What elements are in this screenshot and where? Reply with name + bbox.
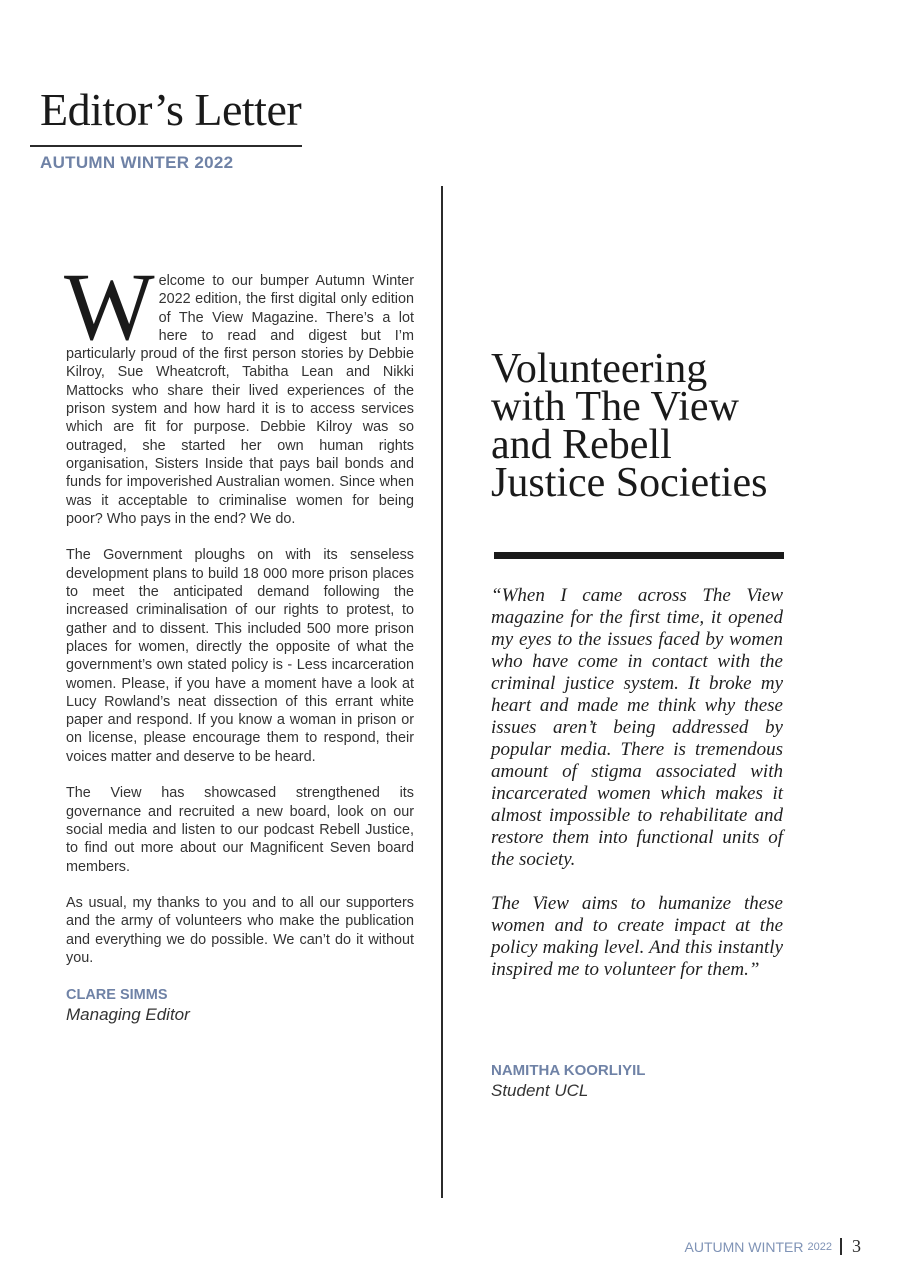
editor-letter: [64, 253, 414, 1026]
issue-label: AUTUMN WINTER 2022: [40, 153, 234, 172]
drop-cap: W: [64, 253, 155, 360]
footer-separator: [840, 1238, 842, 1255]
feature-title: Volunteering with The View and Rebell Justice Societies: [491, 346, 768, 506]
letter-paragraph-2: The Government ploughs on with its senseless development plans to build 18 000 more prison places to meet the anticipated demand following the increased criminalisation of our rights to protest, to gather and to dissent. This included 500 more prison places for women, directly the opposite of what the government’s own stated policy is - Less incarceration women. Please, if you have a moment have a look at Lucy Rowland’s neat dissection of this errant white paper and respond. If you know a woman in prison or on license, please encourage them to respond, their voices matter and deserve to be heard.: [66, 547, 414, 765]
signature-name: CLARE SIMMS: [66, 986, 168, 1003]
quote-paragraph-2: The View aims to humanize these women and to create impact at the policy making level. And this instantly inspired me to volunteer for them.”: [491, 893, 783, 980]
feature-title-rule: [494, 552, 784, 559]
title-underline: [30, 145, 302, 147]
letter-paragraph-3: The View has showcased strengthened its governance and recruited a new board, look on our social media and listen to our podcast Rebell Justice, to find out more about our Magnificent Seven board members.: [66, 785, 414, 875]
footer-issue: AUTUMN WINTER: [684, 1238, 804, 1255]
footer-year: 2022: [807, 1240, 832, 1253]
quote-author-role: Student UCL: [491, 1081, 589, 1100]
letter-paragraph-1: [64, 253, 414, 528]
volunteer-quote: [491, 585, 783, 1003]
page-title: Editor’s Letter: [40, 84, 302, 135]
letter-paragraph-4: As usual, my thanks to you and to all our supporters and the army of volunteers who make the publication and everything we do possible. We can’t do it without you.: [66, 895, 414, 966]
page-number: 3: [852, 1236, 861, 1256]
quote-paragraph-1: “When I came across The View magazine for the first time, it opened my eyes to the issues faced by women who have come in contact with the criminal justice system. It broke my heart and made me think why these issues aren’t being addressed by popular media. There is tremendous amount of stigma associated with incarcerated women which makes it almost impossible to rehabilitate and restore them into functional units of the society.: [491, 585, 783, 870]
signature-role: Managing Editor: [66, 1004, 190, 1024]
column-divider: [441, 186, 443, 1198]
quote-author-name: NAMITHA KOORLIYIL: [491, 1062, 646, 1079]
letter-paragraph-1-text: elcome to our bumper Autumn Winter 2022 edition, the first digital only edition of The View Magazine. There’s a lot here to read and digest but I’m particularly proud of the first person stories by Debbie Kilroy, Sue Wheatcroft, Tabitha Lean and Nikki Mattocks who share their lived experiences of the prison system and how hard it is to access services which are fit for purpose. Debbie Kilroy was so outraged, she started her own human rights organisation, Sisters Inside that pays bail bonds and funds for impoverished Australian women. Since when was it acceptable to criminalise women for being poor? Who pays in the end? We do.: [66, 273, 414, 527]
page-footer: [685, 1236, 861, 1257]
